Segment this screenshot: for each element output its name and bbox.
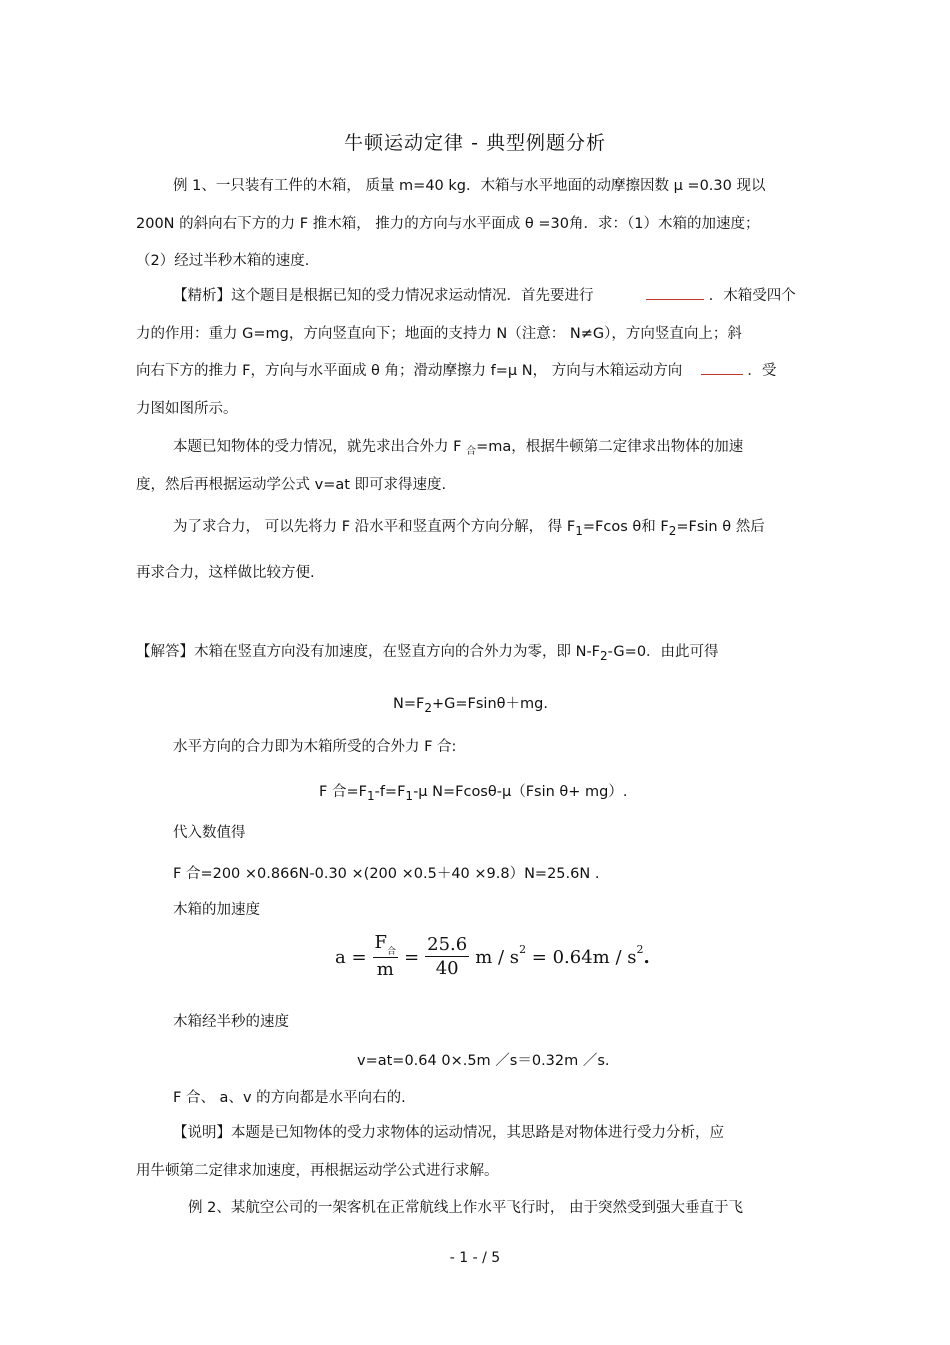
note-line2: 用牛顿第二定律求加速度，再根据运动学公式进行求解。	[136, 1163, 499, 1179]
analysis-line1	[173, 285, 796, 307]
analysis-text: =Fsin θ 然后	[676, 519, 765, 535]
answer-line4	[319, 781, 627, 803]
answer-line2	[393, 693, 548, 715]
answer-text: 【解答】木箱在竖直方向没有加速度，在竖直方向的合外力为零，即 N-F	[136, 644, 601, 660]
fraction-denominator: m	[376, 959, 394, 980]
answer-line9: v=at=0.64 0×.5m ／s＝0.32m ／s.	[357, 1053, 610, 1069]
analysis-line2: 力的作用：重力 G=mg，方向竖直向下；地面的支持力 N（注意： N≠G），方向竖直向上；斜	[136, 326, 742, 342]
analysis-line7	[173, 516, 765, 538]
subscript: 1	[575, 524, 583, 538]
formula-lhs: a =	[335, 946, 367, 968]
fill-blank-1[interactable]	[646, 285, 704, 300]
answer-text: -f=F	[374, 784, 406, 800]
analysis-line6: 度，然后再根据运动学公式 v=at 即可求得速度.	[136, 477, 447, 493]
example1-line3: （2）经过半秒木箱的速度.	[136, 253, 310, 269]
answer-text: N=F	[393, 696, 425, 712]
analysis-text: ．木箱受四个	[708, 288, 796, 304]
analysis-text: ．受	[747, 363, 777, 379]
fraction-force-mass	[373, 932, 399, 982]
answer-text: -μ N=Fcosθ-μ（Fsin θ+ mg）.	[413, 784, 628, 800]
fraction-denominator: 40	[435, 957, 459, 979]
equals-sign: =	[404, 946, 420, 968]
fraction-numerator: 25.6	[427, 933, 468, 955]
acceleration-formula	[335, 932, 650, 982]
analysis-text: 向右下方的推力 F，方向与水平面成 θ 角；滑动摩擦力 f=μ N， 方向与木箱运动方向	[136, 363, 683, 379]
answer-text: F 合=F	[319, 784, 367, 800]
subscript: 2	[424, 701, 432, 715]
answer-text: -G=0．由此可得	[607, 644, 719, 660]
example1-line1: 例 1、一只装有工件的木箱， 质量 m=40 kg．木箱与水平地面的动摩擦因数 μ =0.30 现以	[173, 178, 766, 194]
analysis-line3	[136, 360, 776, 382]
analysis-line5	[173, 436, 743, 460]
subscript: 合	[387, 947, 397, 957]
page-number: - 1 - / 5	[449, 1250, 501, 1266]
formula-unit: m / s	[475, 946, 520, 968]
analysis-line4: 力图如图所示。	[136, 401, 238, 417]
answer-line8: 木箱经半秒的速度	[173, 1014, 289, 1030]
answer-line3: 水平方向的合力即为木箱所受的合外力 F 合:	[173, 739, 457, 755]
analysis-text: 【精析】这个题目是根据已知的受力情况求运动情况．首先要进行	[173, 288, 594, 304]
answer-line6: F 合=200 ×0.866N-0.30 ×(200 ×0.5＋40 ×9.8）N=25.6N .	[173, 866, 600, 882]
note-line1: 【说明】本题是已知物体的受力求物体的运动情况，其思路是对物体进行受力分析，应	[173, 1125, 724, 1141]
example2-line1: 例 2、某航空公司的一架客机在正常航线上作水平飞行时， 由于突然受到强大垂直于飞	[188, 1200, 743, 1216]
formula-result: = 0.64m / s	[526, 946, 637, 968]
subscript: 2	[600, 649, 608, 663]
answer-text: +G=Fsinθ＋mg.	[431, 696, 548, 712]
analysis-text: 本题已知物体的受力情况，就先求出合外力 F	[173, 439, 467, 455]
fill-blank-2[interactable]	[701, 360, 743, 375]
subscript: 1	[405, 789, 414, 803]
subscript: 合	[466, 446, 477, 457]
superscript: 2	[636, 942, 644, 956]
analysis-text: =ma，根据牛顿第二定律求出物体的加速	[476, 439, 744, 455]
answer-line1	[136, 641, 719, 663]
fraction-numerator	[373, 932, 399, 958]
answer-line10: F 合、 a、v 的方向都是水平向右的.	[173, 1090, 406, 1106]
example1-line2: 200N 的斜向右下方的力 F 推木箱， 推力的方向与水平面成 θ =30角．求：（1）木箱的加速度；	[136, 216, 760, 232]
analysis-text: =Fcos θ和 F	[582, 519, 669, 535]
fraction-numeric	[425, 934, 469, 981]
page-title: 牛顿运动定律 - 典型例题分析	[344, 132, 606, 154]
analysis-text: 为了求合力， 可以先将力 F 沿水平和竖直两个方向分解， 得 F	[173, 519, 576, 535]
subscript: 2	[668, 524, 677, 538]
numerator-symbol: F	[374, 932, 388, 953]
answer-line5: 代入数值得	[173, 825, 246, 841]
analysis-line8: 再求合力，这样做比较方便.	[136, 565, 315, 581]
superscript: 2	[519, 942, 527, 956]
answer-line7: 木箱的加速度	[173, 902, 260, 918]
formula-period: .	[643, 946, 650, 968]
subscript: 1	[366, 789, 375, 803]
